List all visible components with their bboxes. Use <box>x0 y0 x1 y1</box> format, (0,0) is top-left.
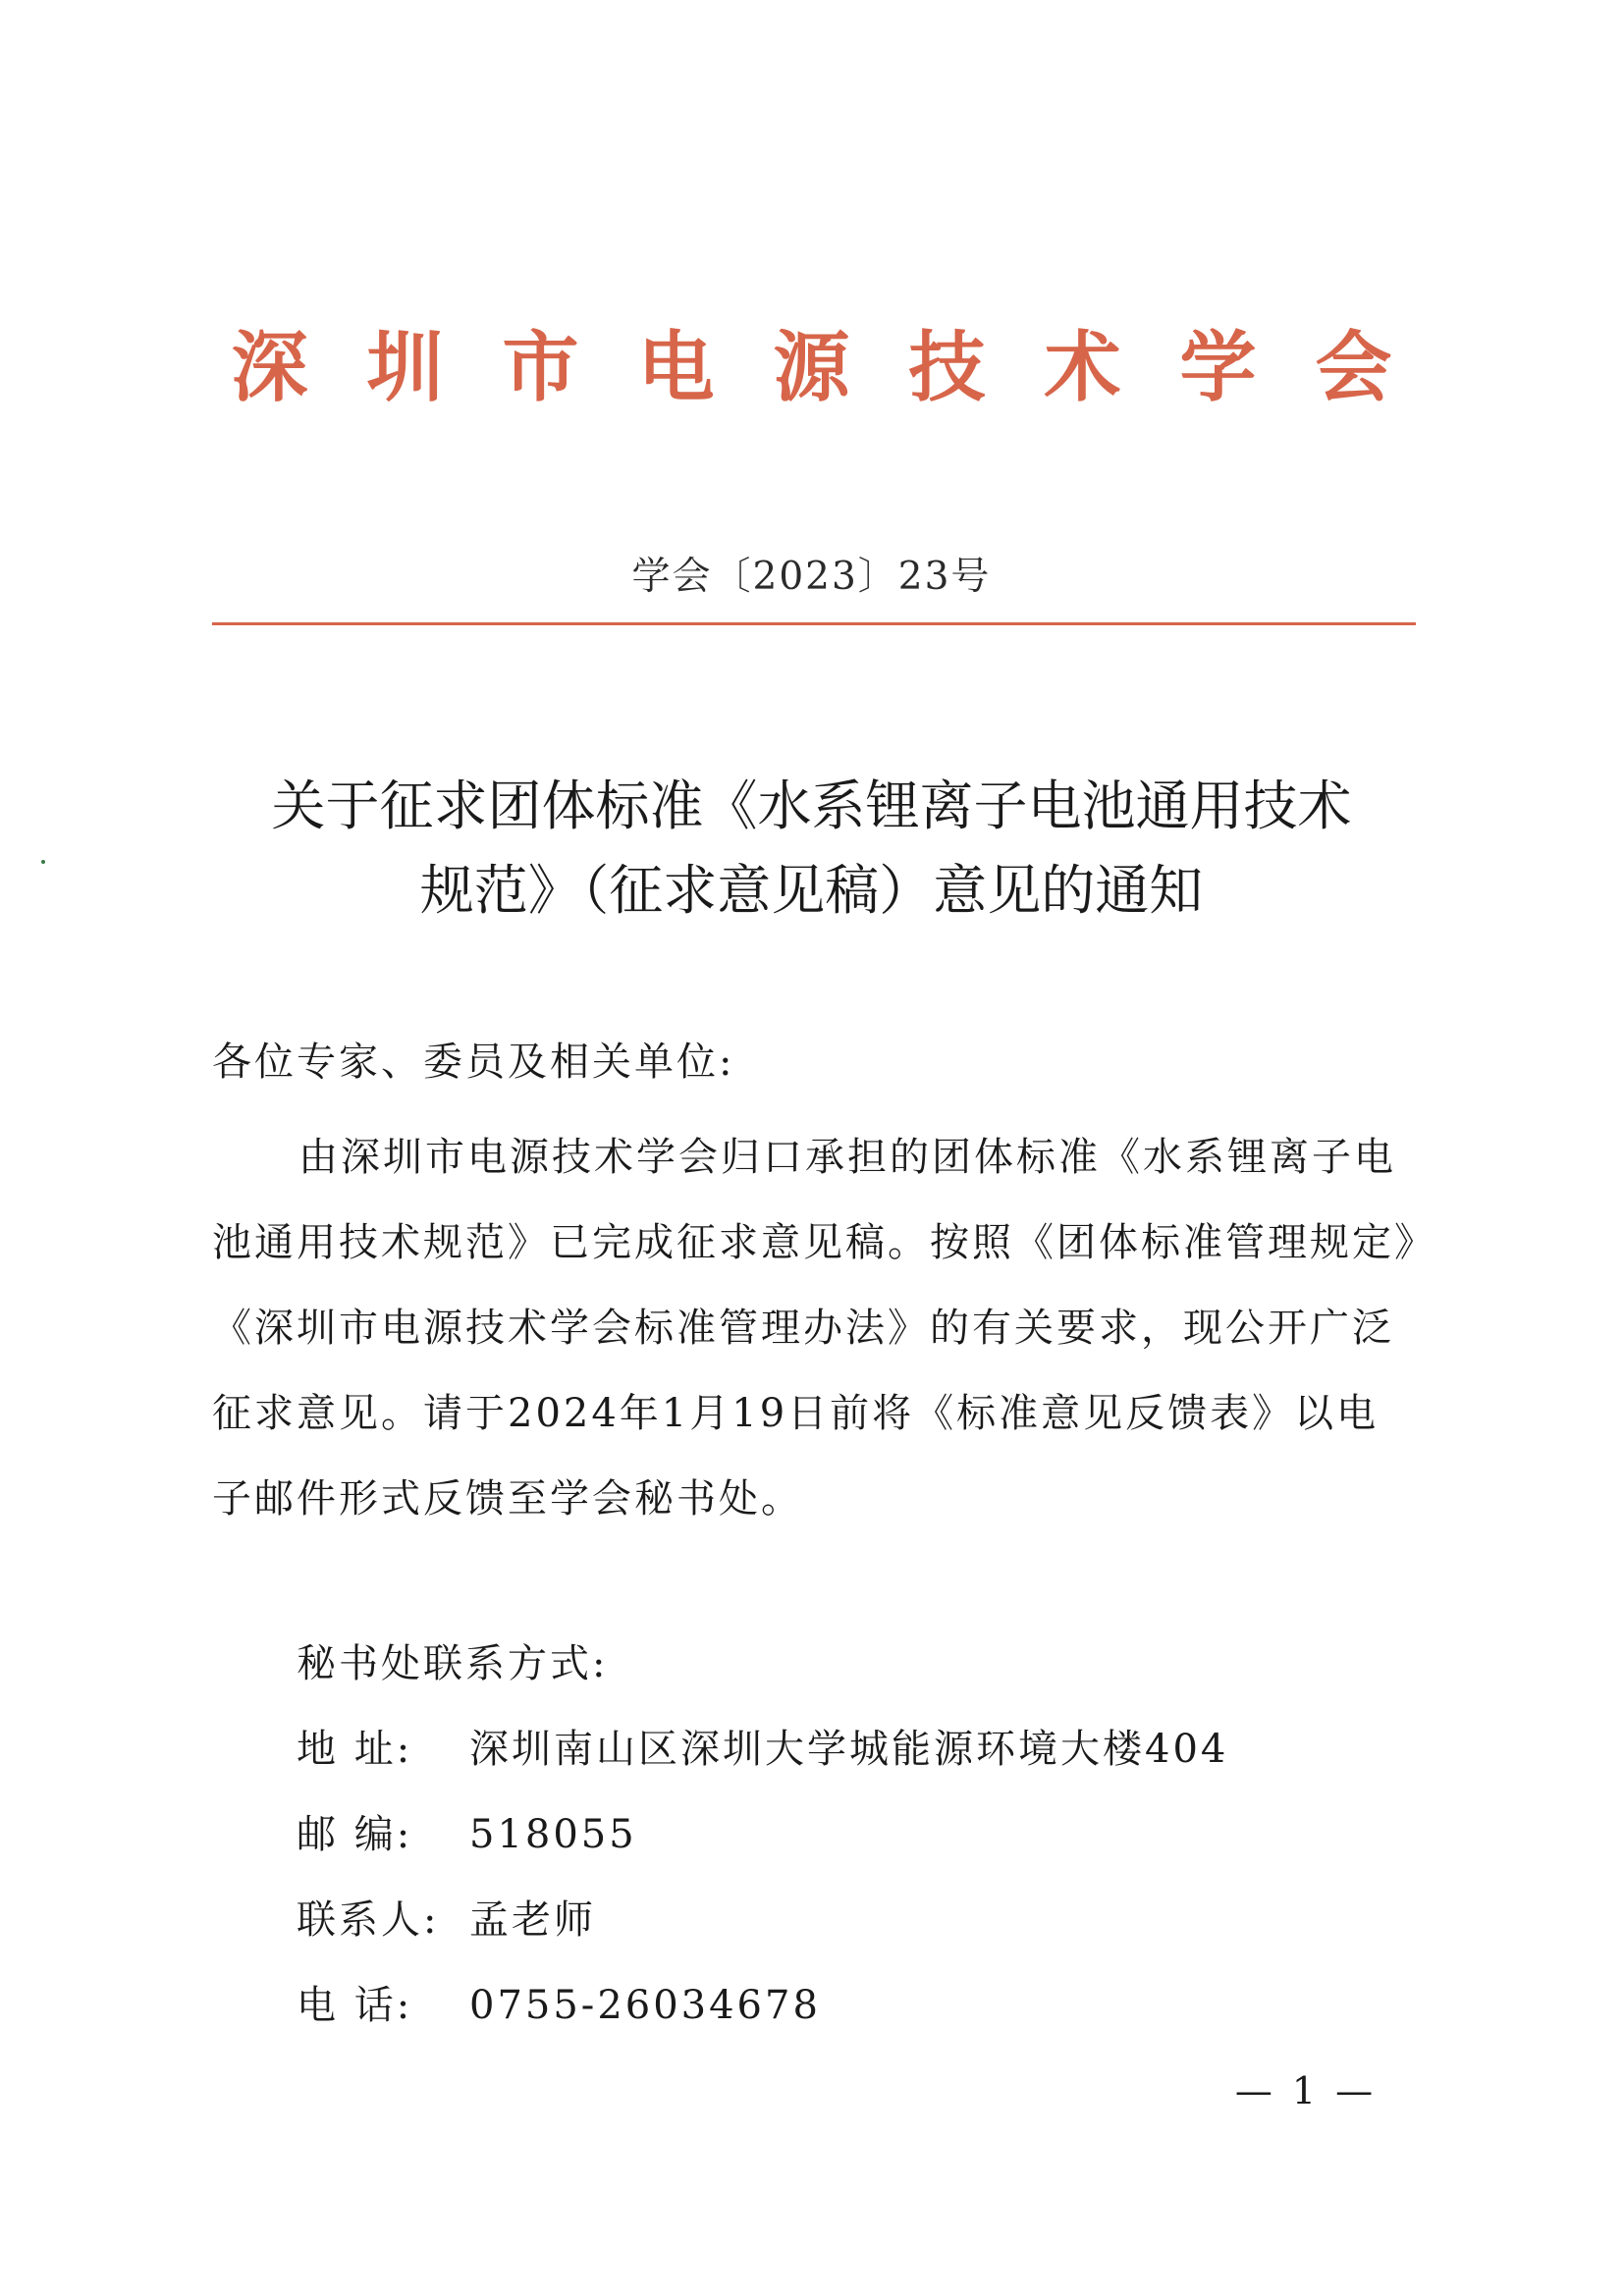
body-line-5: 子邮件形式反馈至学会秘书处。 <box>212 1476 803 1522</box>
salutation: 各位专家、委员及相关单位: <box>212 1040 735 1085</box>
contact-value-phone: 0755-26034678 <box>469 1983 821 2028</box>
document-number: 学会〔2023〕23号 <box>631 555 992 599</box>
contact-heading: 秘书处联系方式: <box>297 1641 609 1686</box>
contact-value-postcode: 518055 <box>469 1812 637 1857</box>
contact-row-person <box>297 1878 1228 1963</box>
notice-body <box>212 1115 1436 1542</box>
body-line-2: 池通用技术规范》已完成征求意见稿。按照《团体标准管理规定》 <box>212 1220 1436 1265</box>
contact-label-postcode: 邮 编: <box>297 1812 413 1857</box>
page-number: — 1 — <box>1234 2069 1378 2112</box>
contact-label-address: 地 址: <box>297 1727 413 1772</box>
contact-label-person: 联系人: <box>297 1897 440 1943</box>
body-line-3: 《深圳市电源技术学会标准管理办法》的有关要求，现公开广泛 <box>212 1306 1394 1351</box>
notice-title <box>196 764 1427 933</box>
contact-info <box>297 1622 1228 2049</box>
contact-value-person: 孟老师 <box>469 1897 596 1943</box>
scan-artifact-dot <box>41 860 45 864</box>
notice-title-line-2: 规范》（征求意见稿）意见的通知 <box>419 859 1204 922</box>
body-line-4: 征求意见。请于2024年1月19日前将《标准意见反馈表》以电 <box>212 1391 1380 1436</box>
contact-row-phone <box>297 1963 1228 2049</box>
contact-row-address <box>297 1707 1228 1792</box>
contact-label-phone: 电 话: <box>297 1983 413 2028</box>
contact-value-address: 深圳南山区深圳大学城能源环境大楼404 <box>469 1727 1229 1772</box>
contact-row-postcode <box>297 1792 1228 1878</box>
letterhead-org-name: 深圳市电源技术学会 <box>231 323 1451 412</box>
notice-title-line-1: 关于征求团体标准《水系锂离子电池通用技术 <box>271 774 1352 837</box>
red-divider-line <box>212 622 1416 625</box>
body-line-1: 由深圳市电源技术学会归口承担的团体标准《水系锂离子电 <box>298 1135 1396 1180</box>
